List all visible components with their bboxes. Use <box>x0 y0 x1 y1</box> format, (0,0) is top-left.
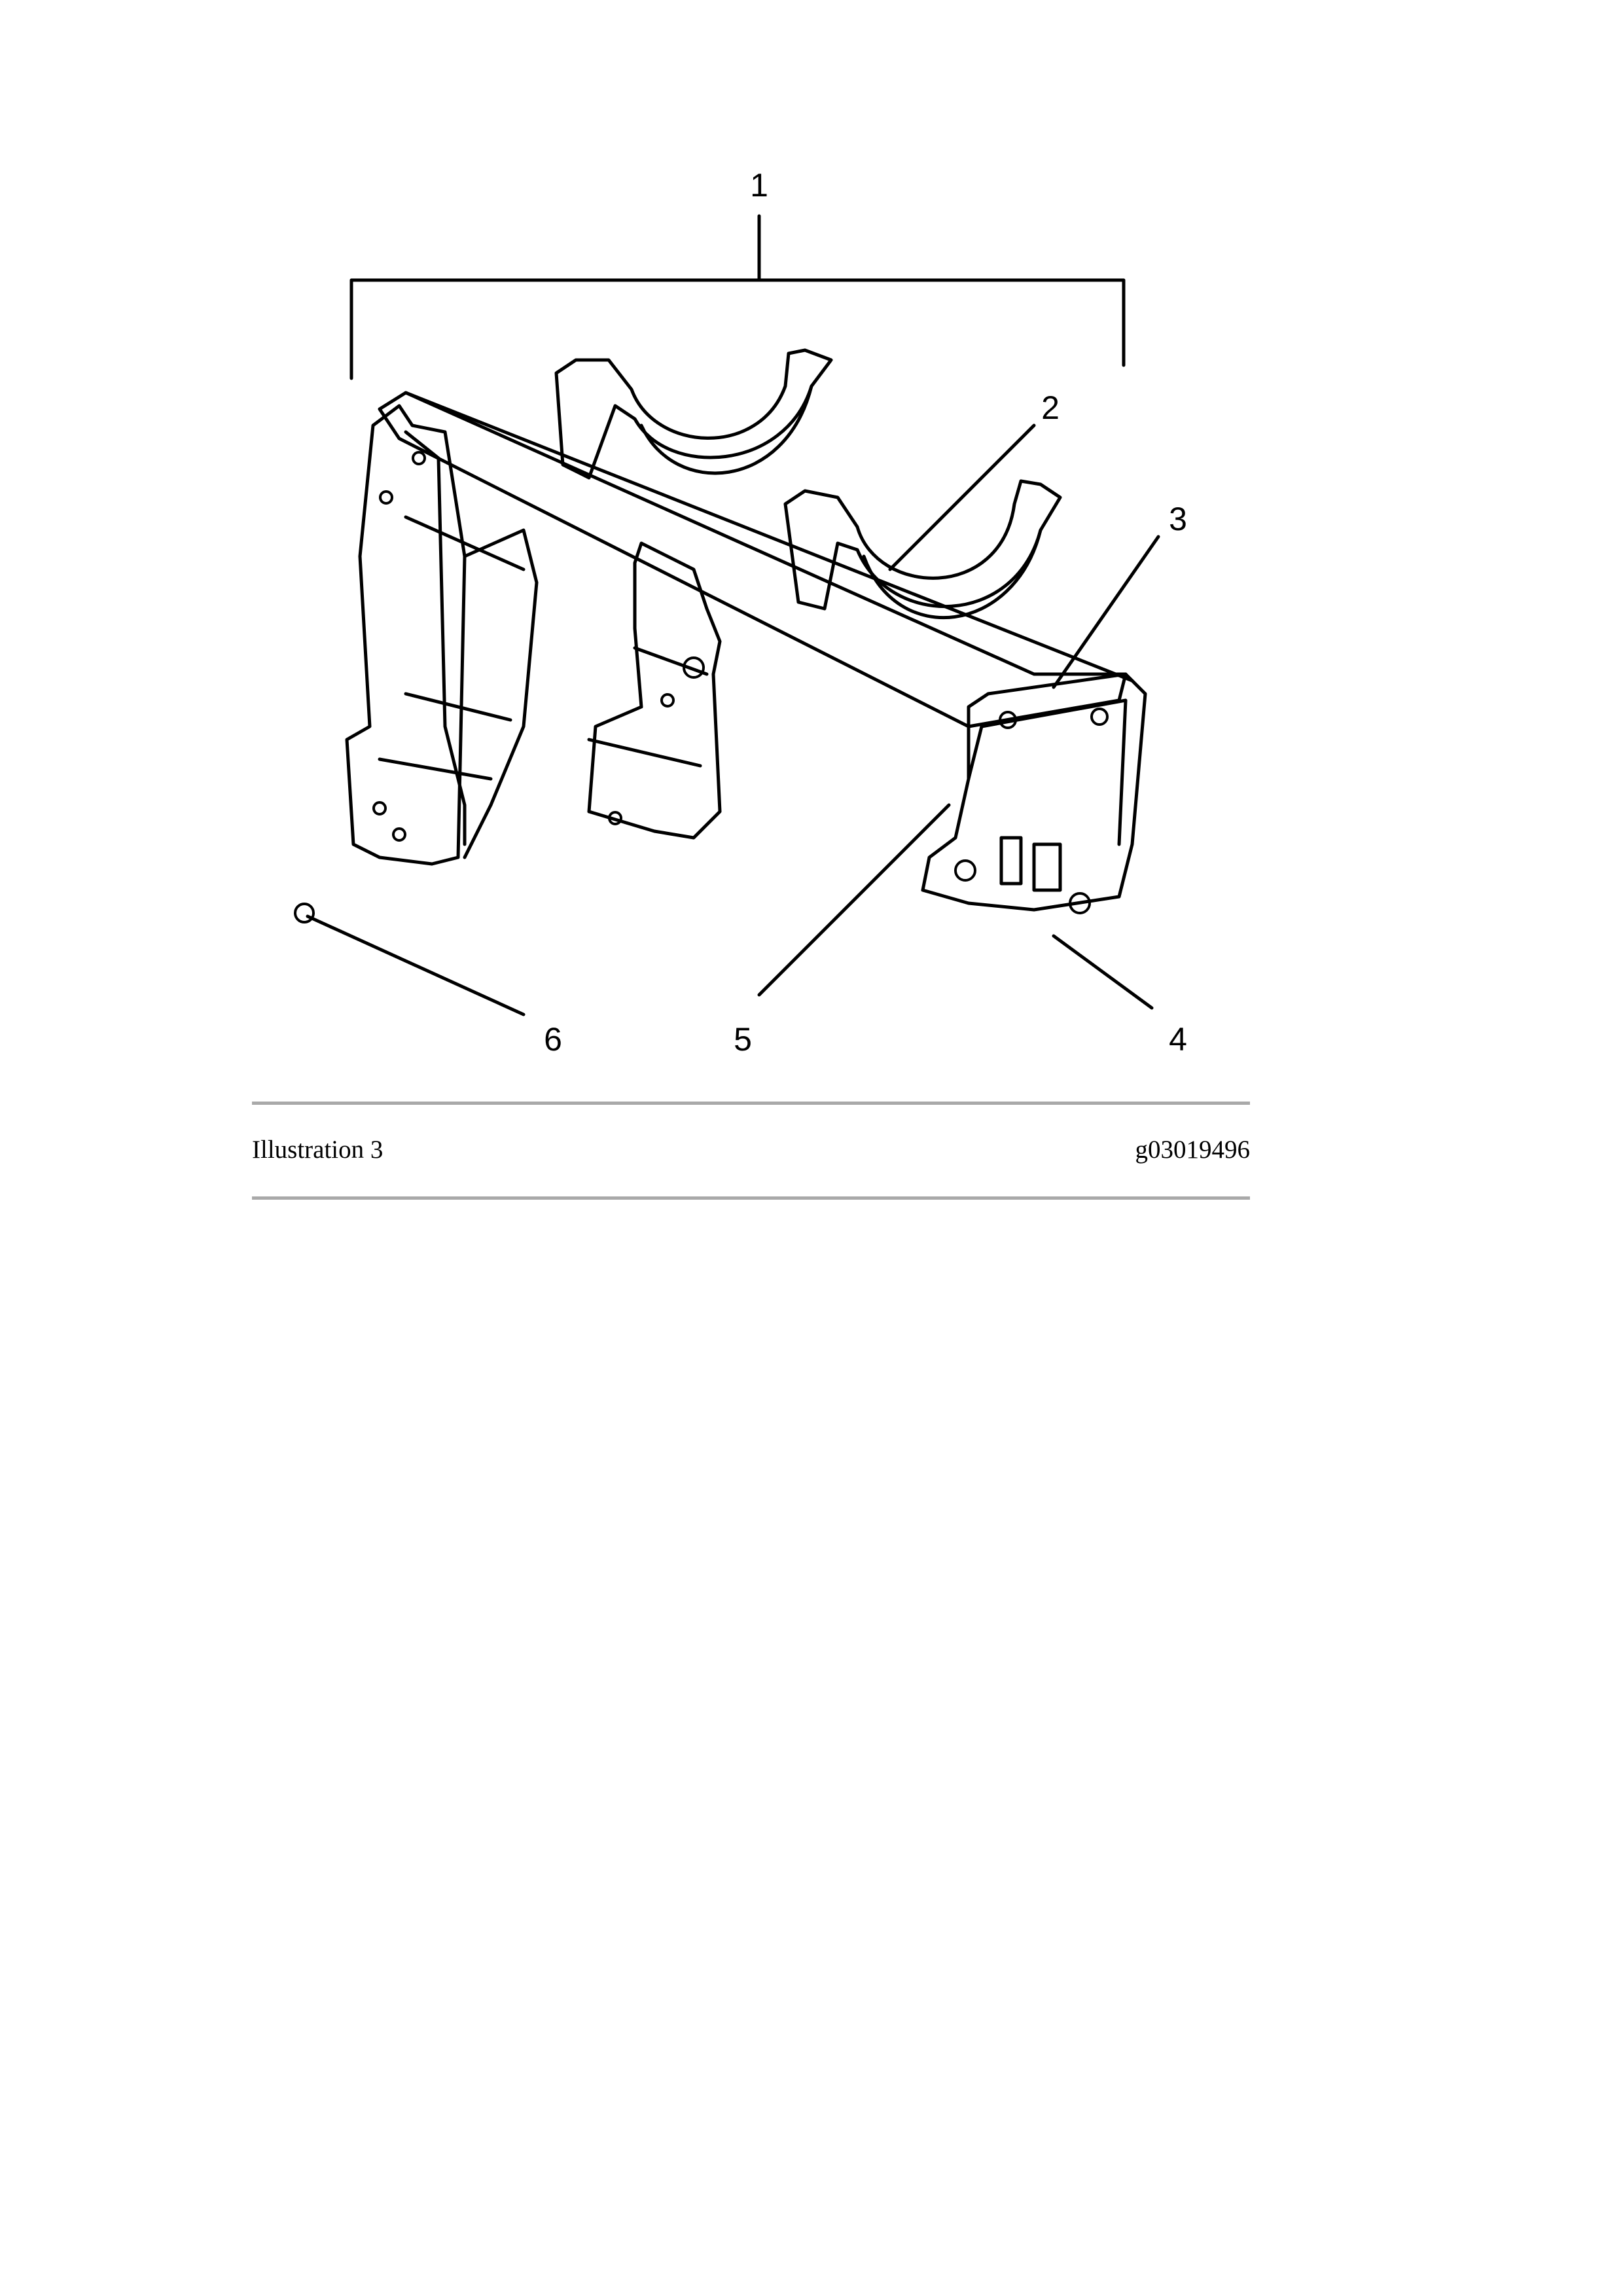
middle-arm <box>589 543 720 838</box>
left-arm <box>347 406 465 864</box>
left-cradle <box>556 350 831 478</box>
hole <box>413 452 425 464</box>
left-arm-fold-3 <box>380 759 491 779</box>
right-mount-slot-2 <box>1001 838 1021 884</box>
callout-3-leader <box>1054 537 1158 687</box>
caption-label: Illustration 3 <box>252 1136 383 1164</box>
caption-id: g03019496 <box>1135 1136 1250 1164</box>
callout-6-label: 6 <box>544 1021 562 1058</box>
right-cradle <box>785 481 1060 609</box>
main-crossbar <box>380 393 1126 726</box>
left-arm-fold-2 <box>406 694 510 720</box>
bolt-head <box>295 904 313 922</box>
callout-6-leader <box>308 916 524 1014</box>
callout-3-label: 3 <box>1169 501 1187 537</box>
hole <box>662 694 673 706</box>
figure-caption <box>252 1130 1250 1170</box>
left-arm-edge <box>465 530 537 857</box>
callout-1-label: 1 <box>750 167 768 204</box>
caption-top-rule <box>252 1102 1250 1105</box>
right-cradle-inner <box>864 530 1041 618</box>
caption-bottom-rule <box>252 1196 1250 1200</box>
callout-2-label: 2 <box>1041 389 1060 426</box>
middle-arm-fold-2 <box>635 648 707 674</box>
hole <box>1092 709 1107 725</box>
hole <box>393 829 405 840</box>
callout-1-bracket <box>351 280 1124 378</box>
callout-4-label: 4 <box>1169 1021 1187 1058</box>
hole <box>374 802 385 814</box>
mounting-bracket-drawing <box>249 151 1257 1080</box>
middle-arm-fold <box>589 740 700 766</box>
callout-5-label: 5 <box>734 1021 752 1058</box>
figure-illustration <box>249 151 1257 1080</box>
hole <box>380 492 392 503</box>
callout-2-leader <box>890 425 1034 569</box>
right-mount-slot <box>1034 844 1060 890</box>
callout-4-leader <box>1054 936 1152 1008</box>
bolt-head <box>955 861 975 880</box>
callout-5-leader <box>759 805 949 995</box>
